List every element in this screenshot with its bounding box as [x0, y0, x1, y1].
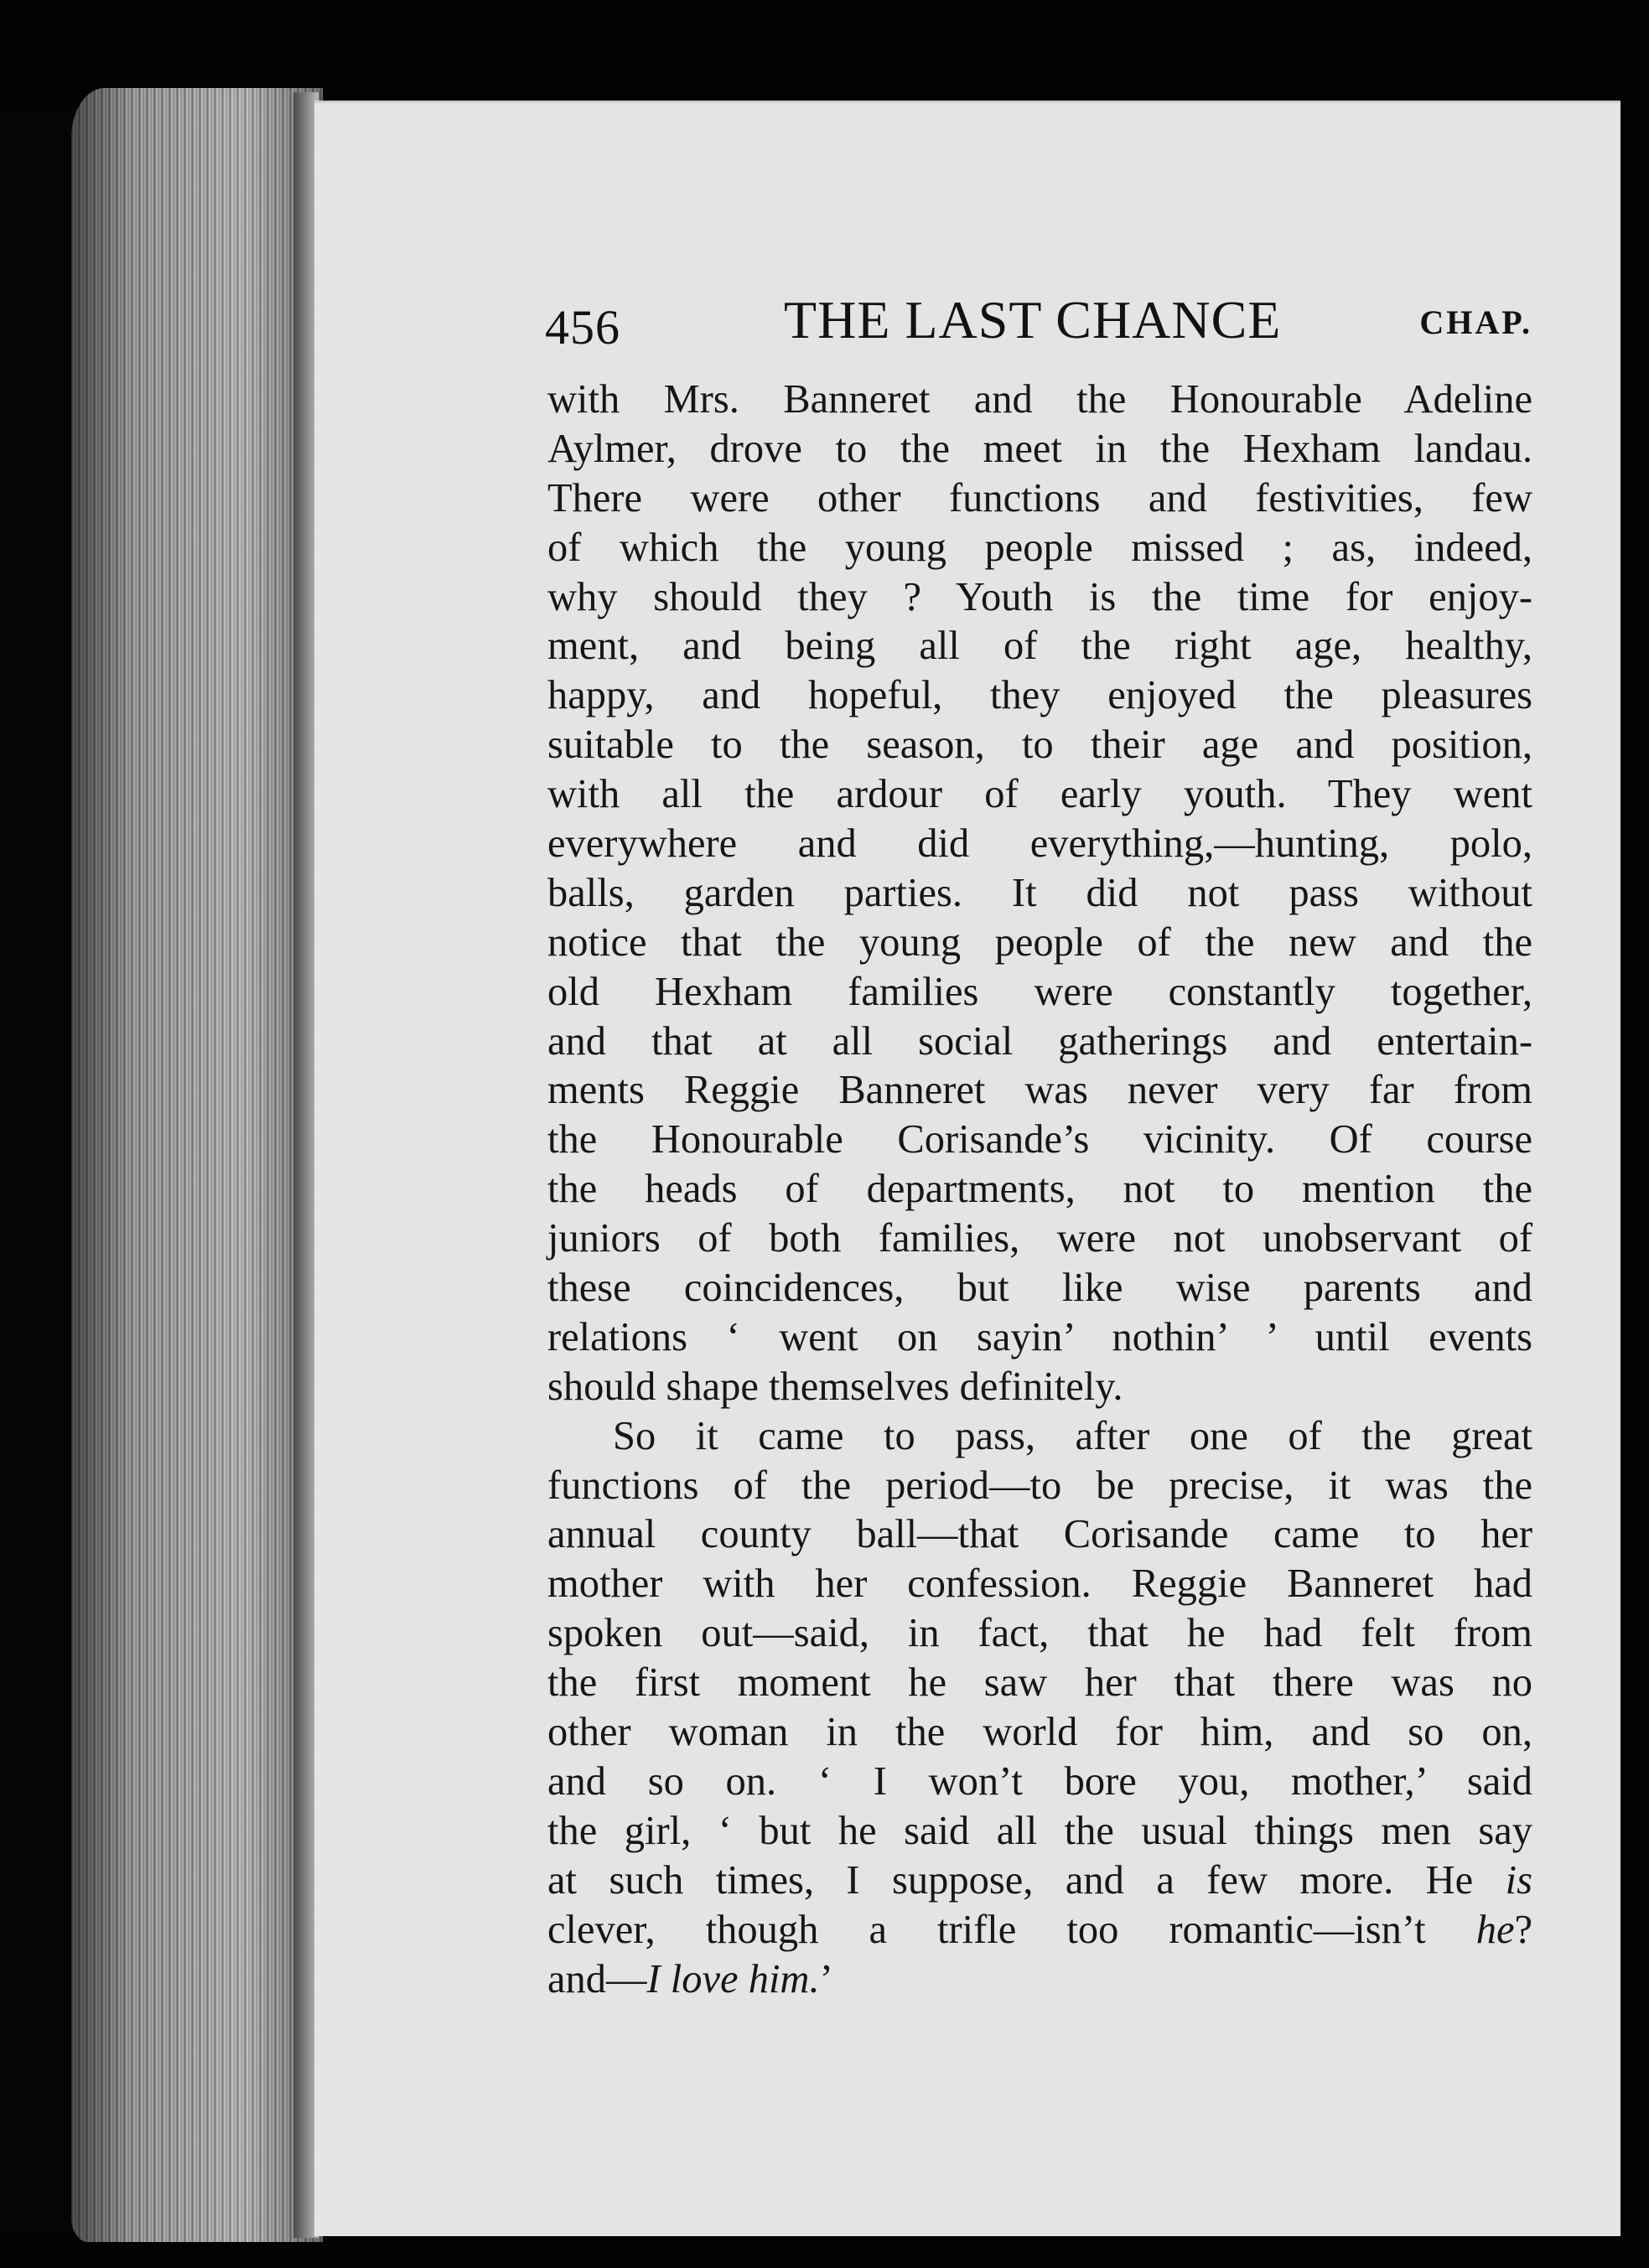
text-line: why should they ? Youth is the time for enjoy- — [547, 574, 1532, 619]
text-line: notice that the young people of the new and the — [547, 919, 1532, 965]
text-line: other woman in the world for him, and so on, — [547, 1710, 1532, 1755]
text-segment: at such times, I suppose, and a few more. He — [547, 1857, 1474, 1903]
book-page — [314, 101, 1620, 2236]
text-line-with-italic — [547, 1856, 1532, 1906]
text-line: of which the young people missed ; as, indeed, — [547, 525, 1532, 570]
text-line: everywhere and did everything,—hunting, polo, — [547, 821, 1532, 867]
italic-word: he — [1475, 1907, 1515, 1952]
text-line: spoken out—said, in fact, that he had felt from — [547, 1611, 1532, 1656]
text-line: the heads of departments, not to mention the — [547, 1167, 1532, 1212]
text-segment: clever, though a trifle too romantic—isn’t — [547, 1907, 1426, 1952]
text-line: ment, and being all of the right age, healthy, — [547, 624, 1532, 669]
text-line: juniors of both families, were not unobservant of — [547, 1216, 1532, 1261]
book-page-edges — [71, 88, 323, 2242]
text-line-with-italic — [547, 1955, 1532, 2005]
text-line: functions of the period—to be precise, it was the — [547, 1463, 1532, 1508]
text-line: balls, garden parties. It did not pass without — [547, 870, 1532, 915]
text-line: old Hexham families were constantly together, — [547, 969, 1532, 1014]
page-number: 456 — [545, 300, 620, 355]
italic-phrase: I love him. — [646, 1956, 820, 2001]
text-segment: and— — [547, 1956, 647, 2001]
paragraph-2 — [547, 1412, 1532, 2005]
text-line: these coincidences, but like wise parents and — [547, 1266, 1532, 1311]
paragraph-1 — [547, 375, 1532, 1412]
text-line: and so on. ‘ I won’t bore you, mother,’ said — [547, 1758, 1532, 1804]
text-line: So it came to pass, after one of the great — [613, 1413, 1532, 1458]
italic-word: is — [1505, 1857, 1533, 1903]
text-line: should shape themselves definitely. — [547, 1364, 1123, 1409]
text-line: ments Reggie Banneret was never very far from — [547, 1068, 1532, 1113]
text-line: mother with her confession. Reggie Banneret had — [547, 1561, 1532, 1607]
text-line: the girl, ‘ but he said all the usual things men say — [547, 1808, 1532, 1853]
text-line: There were other functions and festivities, few — [547, 475, 1532, 520]
text-segment: ’ — [819, 1956, 833, 2001]
text-line: with Mrs. Banneret and the Honourable Adeline — [547, 377, 1532, 422]
text-line: happy, and hopeful, they enjoyed the pleasures — [547, 673, 1532, 718]
text-line: annual county ball—that Corisande came to her — [547, 1512, 1532, 1557]
running-title: THE LAST CHANCE — [784, 290, 1282, 350]
text-line: Aylmer, drove to the meet in the Hexham landau. — [547, 426, 1532, 471]
running-head — [545, 289, 1532, 356]
text-segment: ? — [1514, 1907, 1532, 1952]
text-line: with all the ardour of early youth. They went — [547, 772, 1532, 817]
text-line: the Honourable Corisande’s vicinity. Of course — [547, 1117, 1532, 1162]
text-line: the first moment he saw her that there was no — [547, 1660, 1532, 1706]
scan-background-right — [1620, 0, 1649, 2268]
text-line-with-italic — [547, 1906, 1532, 1955]
text-line: relations ‘ went on sayin’ nothin’ ’ until events — [547, 1314, 1532, 1359]
chapter-abbreviation: CHAP. — [1419, 303, 1532, 341]
text-line: and that at all social gatherings and entertain- — [547, 1018, 1532, 1064]
text-line: suitable to the season, to their age and position, — [547, 722, 1532, 768]
body-text — [547, 375, 1532, 2004]
